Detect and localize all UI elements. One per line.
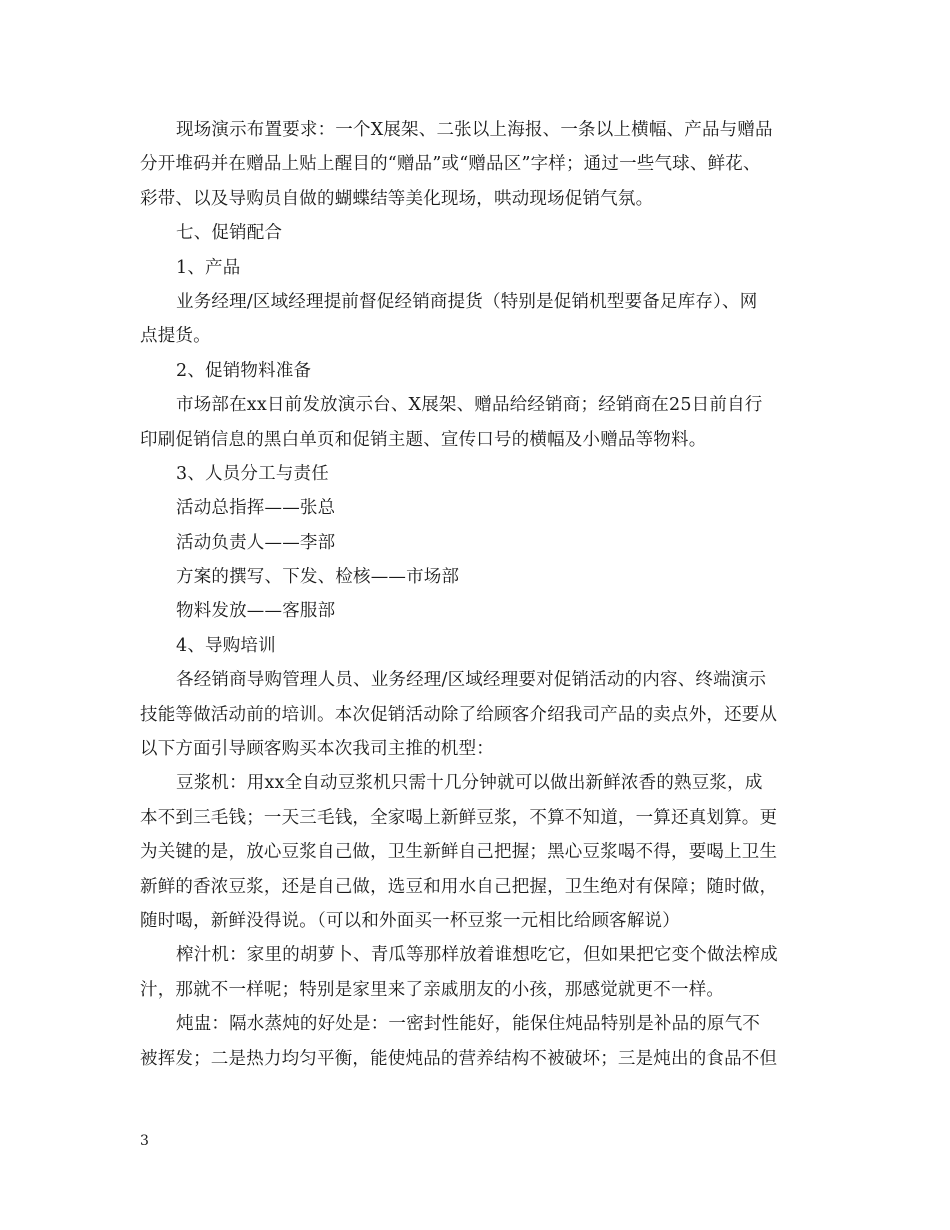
list-item: 方案的撰写、下发、检核——市场部 [176,567,460,588]
paragraph-line: 分开堆码并在赠品上贴上醒目的“赠品”或“赠品区”字样；通过一些气球、鲜花、 [140,154,761,175]
paragraph-line: 本不到三毛钱；一天三毛钱，全家喝上新鲜豆浆，不算不知道，一算还真划算。更 [140,807,778,828]
paragraph-line: 随时喝，新鲜没得说。（可以和外面买一杯豆浆一元相比给顾客解说） [140,910,680,931]
subsection-heading: 3、人员分工与责任 [176,463,329,484]
paragraph-line: 技能等做活动前的培训。本次促销活动除了给顾客介绍我司产品的卖点外，还要从 [140,704,778,725]
document-body [140,113,812,1076]
list-item: 物料发放——客服部 [176,601,336,622]
paragraph-line: 被挥发；二是热力均匀平衡，能使炖品的营养结构不被破坏；三是炖出的食品不但 [140,1048,778,1069]
paragraph-line: 业务经理/区域经理提前督促经销商提货（特别是促销机型要备足库存）、网 [176,291,758,312]
paragraph-line: 为关键的是，放心豆浆自己做，卫生新鲜自己把握；黑心豆浆喝不得，要喝上卫生 [140,842,778,863]
paragraph-line: 新鲜的香浓豆浆，还是自己做，选豆和用水自己把握，卫生绝对有保障；随时做， [140,876,778,897]
subsection-heading: 4、导购培训 [176,635,276,656]
paragraph-line: 以下方面引导顾客购买本次我司主推的机型： [140,739,494,760]
section-heading: 七、促销配合 [176,223,283,244]
paragraph-line: 印刷促销信息的黑白单页和促销主题、宣传口号的横幅及小赠品等物料。 [140,429,707,450]
paragraph-line: 彩带、以及导购员自做的蝴蝶结等美化现场，哄动现场促销气氛。 [140,188,654,209]
paragraph-line: 炖盅：隔水蒸炖的好处是：一密封性能好，能保住炖品特别是补品的原气不 [176,1014,761,1035]
subsection-heading: 2、促销物料准备 [176,360,312,381]
page-number: 3 [140,1133,149,1149]
paragraph-line: 榨汁机：家里的胡萝卜、青瓜等那样放着谁想吃它，但如果把它变个做法榨成 [176,945,778,966]
paragraph-line: 市场部在xx日前发放演示台、X展架、赠品给经销商；经销商在25日前自行 [176,395,763,416]
paragraph-line: 各经销商导购管理人员、业务经理/区域经理要对促销活动的内容、终端演示 [176,670,767,691]
paragraph-line: 汁，那就不一样呢；特别是家里来了亲戚朋友的小孩，那感觉就更不一样。 [140,979,725,1000]
list-item: 活动总指挥——张总 [176,498,336,519]
subsection-heading: 1、产品 [176,257,241,278]
paragraph-line: 现场演示布置要求：一个X展架、二张以上海报、一条以上横幅、产品与赠品 [176,120,773,140]
paragraph-line: 点提货。 [140,326,211,347]
list-item: 活动负责人——李部 [176,532,336,553]
paragraph-line: 豆浆机：用xx全自动豆浆机只需十几分钟就可以做出新鲜浓香的熟豆浆，成 [176,773,763,794]
